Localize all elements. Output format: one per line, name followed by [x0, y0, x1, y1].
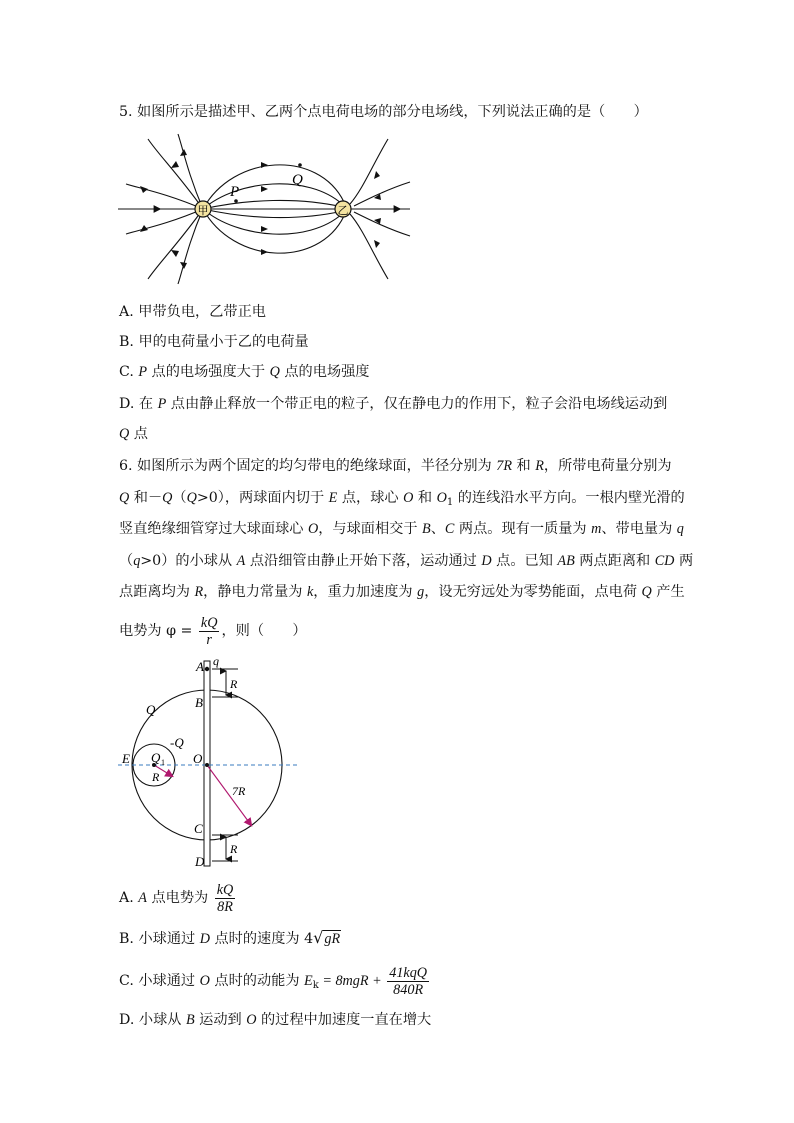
label-Q-big: Q — [146, 702, 156, 717]
q6-opt-a-text: 点电势为 — [146, 890, 213, 906]
q6-opt-c-ek: E — [304, 973, 313, 989]
q6-line-2-part: >0），两球面内切于 — [196, 490, 329, 506]
q6-line-3-part: 、带电量为 — [601, 521, 677, 537]
q6-line-2-part: （ — [172, 490, 187, 506]
q6-spheres-figure — [118, 655, 318, 870]
label-q: q — [213, 654, 219, 668]
q6-line-5-part: k — [306, 584, 314, 600]
q6-line-2-part: 和 — [413, 490, 437, 506]
q6-opt-c-mid: = 8mgR + — [318, 973, 386, 989]
q6-option-d — [119, 1010, 431, 1030]
q6-line-1 — [119, 456, 672, 476]
q6-line-1-part: 和 — [512, 458, 536, 474]
label-jia: 甲 — [197, 205, 209, 217]
q6-line-3-part: O — [307, 521, 319, 537]
q6-line-3 — [119, 519, 684, 539]
label-A: A — [196, 659, 204, 674]
q6-line-4-part: 点。已知 — [491, 553, 558, 569]
q6-frac-num: kQ — [200, 614, 218, 631]
q5-opt-d-prefix: D. — [119, 396, 139, 412]
q5-opt-c-t1: 点的电场强度大于 — [147, 364, 270, 380]
q6-opt-b-prefix: B. 小球通过 — [119, 931, 200, 947]
q5-opt-d-q: Q — [119, 426, 130, 442]
q5-opt-c-t2: 点的电场强度 — [279, 364, 370, 380]
q6-line-1-part: R — [535, 458, 544, 474]
q6-line-4-part: >0）的小球从 — [140, 553, 237, 569]
q6-potential-fraction — [199, 615, 220, 648]
q6-line-2-part: E — [328, 490, 338, 506]
q6-option-b — [119, 928, 341, 949]
q6-opt-c-num: 41kqQ — [389, 964, 428, 981]
label-E: E — [122, 751, 130, 766]
q6-line-3-part: C — [444, 521, 455, 537]
q5-option-b — [119, 332, 309, 352]
q6-opt-c-prefix: C. 小球通过 — [119, 973, 200, 989]
q6-line-3-part: B — [422, 521, 431, 537]
q6-line-4-part: CD — [654, 553, 675, 569]
q6-opt-a-den: 8R — [217, 898, 233, 915]
q6-opt-d-prefix: D. 小球从 — [119, 1012, 186, 1028]
q6-line-4-part: （ — [119, 553, 134, 569]
q6-opt-a-pt: A — [138, 890, 147, 906]
q6-line-2-part: Q — [186, 490, 197, 506]
q5-option-a — [119, 302, 266, 322]
q5-opt-d-p: P — [157, 396, 167, 412]
q6-line-2-part: O — [436, 490, 447, 506]
q6-opt-c-pt: O — [199, 973, 210, 989]
q6-line-2-part: 1 — [446, 497, 454, 508]
label-yi: 乙 — [337, 205, 349, 217]
q6-line-5-part: Q — [641, 584, 652, 600]
label-R-bottom: R — [230, 842, 238, 856]
q6-line-5-part: R — [194, 584, 204, 600]
q6-line-2-part: Q — [119, 490, 130, 506]
q6-opt-a-frac — [215, 882, 236, 915]
q5-opt-c-prefix: C. — [119, 364, 139, 380]
q6-line-6 — [119, 614, 307, 648]
q6-line-2-part: 的连线沿水平方向。一根内壁光滑的 — [453, 490, 685, 506]
q6-opt-d-mid: 运动到 — [194, 1012, 247, 1028]
q6-line6-suffix: ，则（ ） — [221, 623, 307, 639]
q5-opt-d-t2: 点由静止释放一个带正电的粒子，仅在静电力的作用下，粒子会沿电场线运动到 — [166, 396, 668, 412]
q6-line-4-part: q — [133, 553, 141, 569]
label-O1: Q — [151, 750, 161, 765]
q6-line-5 — [119, 582, 685, 602]
q6-line-2-part: 和－ — [129, 490, 163, 506]
label-R-small: R — [152, 770, 160, 784]
q6-line-2-part: Q — [162, 490, 173, 506]
q5-opt-d-t3: 点 — [129, 426, 148, 442]
q6-line-5-part: 点距离均为 — [119, 584, 195, 600]
q6-line-4-part: 点沿细管由静止开始下落，运动通过 — [245, 553, 482, 569]
q6-line-2 — [119, 488, 685, 513]
label-Q: Q — [292, 172, 303, 188]
q6-opt-c-den: 840R — [393, 981, 424, 998]
q6-line-1-part: 7R — [496, 458, 513, 474]
q6-line-5-part: 产生 — [651, 584, 685, 600]
q6-line6-prefix: 电势为 φ = — [119, 623, 197, 639]
q5-field-lines-figure — [118, 134, 418, 284]
q6-line-2-part: O — [403, 490, 414, 506]
q6-line-5-part: ，静电力常量为 — [203, 584, 307, 600]
q6-line-4 — [119, 551, 693, 571]
label-R-top: R — [230, 677, 238, 691]
q6-option-a — [119, 880, 237, 916]
q6-opt-b-pt: D — [199, 931, 210, 947]
q6-line-2-part: 点，球心 — [337, 490, 404, 506]
q5-opt-b-prefix: B. — [119, 334, 139, 350]
label-D: D — [195, 854, 205, 869]
q6-line-3-part: q — [676, 521, 684, 537]
q6-line-5-part: g — [417, 584, 425, 600]
q6-line-1-part: ，所带电荷量分别为 — [543, 458, 672, 474]
q6-frac-den: r — [206, 631, 212, 648]
q5-option-c — [119, 362, 369, 382]
q5-opt-c-p: P — [138, 364, 148, 380]
q5-option-d — [119, 394, 667, 414]
q5-stem: 5. 如图所示是描述甲、乙两个点电荷电场的部分电场线，下列说法正确的是（ ） — [119, 104, 648, 120]
q6-opt-a-prefix: A. — [119, 890, 139, 906]
q6-opt-a-num: kQ — [216, 881, 234, 898]
q6-line-4-part: A — [236, 553, 246, 569]
q6-line-4-part: 两点距离和 — [574, 553, 655, 569]
q6-opt-d-text: 的过程中加速度一直在增大 — [256, 1012, 432, 1028]
q5-opt-c-q: Q — [269, 364, 280, 380]
q5-option-d-cont — [119, 424, 148, 444]
q6-opt-c-frac — [387, 965, 429, 998]
q6-line-4-part: 两 — [674, 553, 694, 569]
label-C: C — [194, 821, 203, 836]
label-O1-sub: 1 — [161, 758, 165, 767]
q6-opt-b-text: 点时的速度为 4 — [209, 931, 314, 947]
label-B: B — [195, 695, 203, 710]
q5-opt-b-body: 甲的电荷量小于乙的电荷量 — [138, 334, 309, 350]
q6-line-4-part: D — [481, 553, 492, 569]
q6-option-c — [119, 963, 431, 1004]
q6-line-5-part: ，设无穷远处为零势能面，点电荷 — [424, 584, 642, 600]
q6-opt-c-text: 点时的动能为 — [209, 973, 305, 989]
q6-opt-c-ek-sub: k — [312, 980, 319, 991]
label-P: P — [230, 184, 240, 200]
q6-opt-d-b: B — [185, 1012, 195, 1028]
q6-line-3-part: ，与球面相交于 — [318, 521, 423, 537]
q6-line-3-part: m — [591, 521, 602, 537]
q5-opt-d-t1: 在 — [138, 396, 158, 412]
q6-line-3-part: 、 — [430, 521, 445, 537]
label-7R: 7R — [232, 784, 246, 798]
label-neg-Q: -Q — [170, 735, 184, 750]
q6-line-4-part: AB — [557, 553, 575, 569]
q5-opt-a-text: A. — [119, 304, 139, 320]
q6-line-3-part: 两点。现有一质量为 — [454, 521, 592, 537]
q6-opt-b-sqrt-body: gR — [324, 931, 341, 947]
label-O: O — [193, 751, 203, 766]
q6-line-1-part: 6. 如图所示为两个固定的均匀带电的绝缘球面，半径分别为 — [119, 458, 497, 474]
q6-opt-b-sqrt-icon: √ — [313, 928, 324, 947]
q6-line-3-part: 竖直绝缘细管穿过大球面球心 — [119, 521, 308, 537]
q6-opt-d-o: O — [246, 1012, 257, 1028]
q6-line-5-part: ，重力加速度为 — [313, 584, 418, 600]
q5-opt-a-body: 甲带负电，乙带正电 — [138, 304, 266, 320]
